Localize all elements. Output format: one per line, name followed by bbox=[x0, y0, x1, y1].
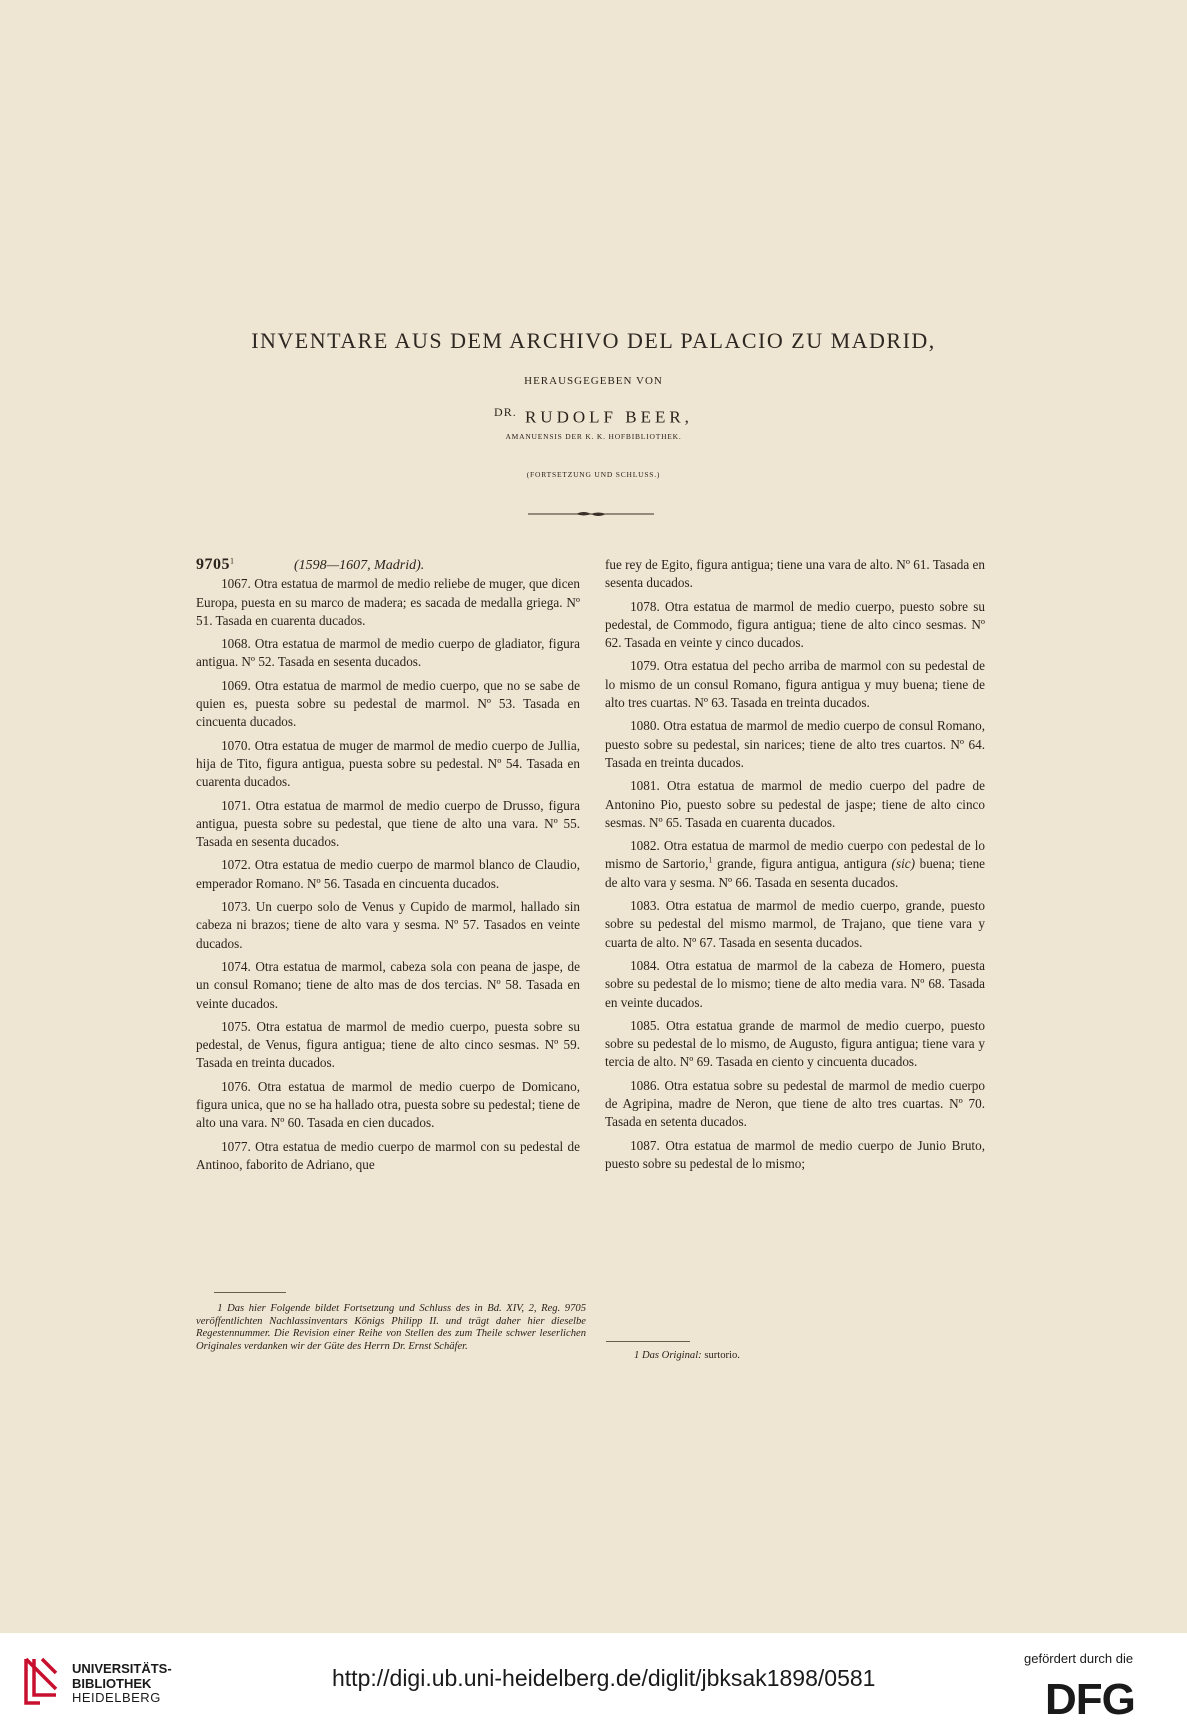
left-column bbox=[196, 556, 580, 1174]
inventory-entry: 1079. Otra estatua del pecho arriba de marmol con su pedestal de lo mismo de un consul Romano, figura antigua y muy buena; tiene de alto tres cuartas. Nº 63. Tasada en treinta ducados. bbox=[605, 658, 985, 711]
inventory-entry: 1067. Otra estatua de marmol de medio reliebe de muger, que dicen Europa, puesta en su marco de madera; es sacada de medalla griega. Nº 51. Tasada en cuarenta ducados. bbox=[196, 576, 580, 628]
right-column bbox=[605, 556, 985, 1173]
footnote-marker: 1 bbox=[708, 856, 713, 866]
permalink[interactable]: http://digi.ub.uni-heidelberg.de/diglit/jbksak1898/0581 bbox=[332, 1665, 876, 1691]
inventory-entry: 1072. Otra estatua de medio cuerpo de marmol blanco de Claudio, emperador Romano. Nº 56. Tasada en cincuenta ducados. bbox=[196, 857, 580, 891]
inventory-entry: 1081. Otra estatua de marmol de medio cuerpo del padre de Antonino Pio, puesto sobre su pedestal de jaspe; tiene de alto cinco sesmas. Nº 65. Tasada en cuarenta ducados. bbox=[605, 778, 985, 830]
library-logo-icon[interactable] bbox=[20, 1655, 62, 1707]
footnote-rule bbox=[214, 1292, 286, 1293]
footnote-rule bbox=[606, 1341, 690, 1342]
editor-intro: HERAUSGEGEBEN VON bbox=[524, 375, 663, 387]
inventory-entry: 1074. Otra estatua de marmol, cabeza sola con peana de jaspe, de un consul Romano; tiene de alto mas de dos tercias. Nº 58. Tasada en veinte ducados. bbox=[196, 958, 580, 1011]
library-name bbox=[72, 1662, 172, 1706]
footnote-value: surtorio. bbox=[704, 1350, 740, 1361]
inventory-entry: 1080. Otra estatua de marmol de medio cuerpo de consul Romano, puesto sobre su pedestal, sin narices; tiene de alto tres cuartos. Nº 64. Tasada en treinta ducados. bbox=[605, 718, 985, 770]
sic-note: (sic) bbox=[891, 856, 915, 872]
entry-text: buena; tiene de alto vara y sesma. Nº 66. Tasada en sesenta ducados. bbox=[605, 856, 986, 890]
funded-by-label: gefördert durch die bbox=[1024, 1651, 1134, 1666]
document-number: 9705 bbox=[196, 556, 230, 573]
entry-text: grande, figura antigua, antigura bbox=[712, 856, 892, 872]
inventory-entry: 1085. Otra estatua grande de marmol de medio cuerpo, puesto sobre su pedestal de lo mismo, de Augusto, figura antigua; tiene vara y tercia de alto. Nº 69. Tasada en ciento y cincuenta ducados. bbox=[605, 1017, 985, 1070]
inventory-entry: 1086. Otra estatua sobre su pedestal de marmol de medio cuerpo de Agripina, madre de Neron, que tiene de alto tres cuartas. Nº 70. Tasada en setenta ducados. bbox=[605, 1077, 985, 1130]
editor-prefix: DR. bbox=[494, 405, 517, 419]
inventory-entry: 1078. Otra estatua de marmol de medio cuerpo, puesto sobre su pedestal, de Commodo, figura antigua; tiene de alto cinco sesmas. Nº 62. Tasada en veinte y cinco ducados. bbox=[605, 598, 985, 651]
inventory-entry: 1068. Otra estatua de marmol de medio cuerpo de gladiator, figura antigua. Nº 52. Tasada en sesenta ducados. bbox=[196, 636, 580, 670]
inventory-entry: 1070. Otra estatua de muger de marmol de medio cuerpo de Jullia, hija de Tito, figura antigua, puesta sobre su pedestal. Nº 54. Tasada en cuarenta ducados. bbox=[196, 737, 580, 790]
document-footnote-marker: 1 bbox=[230, 556, 234, 566]
inventory-entry: 1069. Otra estatua de marmol de medio cuerpo, que no se sabe de quien es, puesta sobre su pedestal de marmol. Nº 53. Tasada en cincuenta ducados. bbox=[196, 677, 580, 730]
library-name-line: HEIDELBERG bbox=[72, 1690, 161, 1705]
library-name-line: BIBLIOTHEK bbox=[72, 1675, 152, 1691]
inventory-entry: 1084. Otra estatua de marmol de la cabeza de Homero, puesta sobre su pedestal de lo mismo; tiene de alto media vara. Nº 68. Tasada en veinte ducados. bbox=[605, 957, 985, 1010]
footnote-right bbox=[634, 1350, 934, 1363]
inventory-entry: 1076. Otra estatua de marmol de medio cuerpo de Domicano, figura unica, que no se ha hallado otra, puesta sobre su pedestal; tiene de alto una vara. Nº 60. Tasada en cien ducados. bbox=[196, 1078, 580, 1131]
editor-name: RUDOLF BEER, bbox=[524, 407, 693, 427]
footnote-left: 1 Das hier Folgende bildet Fortsetzung und Schluss des in Bd. XIV, 2, Reg. 9705 veröffentlichten Nachlassinventars Königs Philipp II. und trägt daher hier dieselbe Regestennummer. Die Revision einer Reihe von Stellen des zum Theile schwer leserlichen Originales verdanken wir der Güte des Herrn Dr. Ernst Schäfer. bbox=[196, 1303, 586, 1352]
inventory-entry-1082 bbox=[605, 837, 985, 892]
continuation-note: (FORTSETZUNG UND SCHLUSS.) bbox=[526, 470, 661, 479]
dfg-logo[interactable]: DFG bbox=[1045, 1675, 1135, 1724]
inventory-entry: 1075. Otra estatua de marmol de medio cuerpo, puesta sobre su pedestal, de Venus, figura antigua; tiene de alto cinco sesmas. Nº 59. Tasada en treinta ducados. bbox=[196, 1018, 580, 1071]
editor-line bbox=[0, 405, 1187, 428]
editor-role: AMANUENSIS DER K. K. HOFBIBLIOTHEK. bbox=[505, 432, 682, 441]
inventory-entry: 1087. Otra estatua de marmol de medio cuerpo de Junio Bruto, puesto sobre su pedestal de lo mismo; bbox=[605, 1137, 985, 1171]
continued-entry: fue rey de Egito, figura antigua; tiene una vara de alto. Nº 61. Tasada en sesenta ducados. bbox=[605, 557, 985, 591]
ornament-divider-icon bbox=[528, 509, 654, 519]
inventory-entry: 1083. Otra estatua de marmol de medio cuerpo, grande, puesto sobre su pedestal del mismo marmol, de Trajano, que tiene vara y cuarta de alto. Nº 67. Tasada en sesenta ducados. bbox=[605, 898, 985, 950]
document-date: (1598—1607, Madrid). bbox=[294, 558, 425, 573]
digitization-footer bbox=[0, 1633, 1187, 1727]
entry-text: 1082. Otra estatua de marmol de medio cuerpo con pedestal de lo mismo de Sartorio, bbox=[605, 838, 985, 872]
library-name-line: UNIVERSITÄTS- bbox=[72, 1661, 172, 1676]
inventory-entry: 1073. Un cuerpo solo de Venus y Cupido de marmol, hallado sin cabeza ni brazos; tiene de alto vara y sesma. Nº 57. Tasados en veinte ducados. bbox=[196, 899, 580, 951]
inventory-entry: 1077. Otra estatua de medio cuerpo de marmol con su pedestal de Antinoo, faborito de Adriano, que bbox=[196, 1138, 580, 1172]
document-heading bbox=[196, 556, 580, 575]
inventory-entry: 1071. Otra estatua de marmol de medio cuerpo de Drusso, figura antigua, puesta sobre su pedestal, que tiene de alto una vara. Nº 55. Tasada en sesenta ducados. bbox=[196, 797, 580, 850]
article-title: INVENTARE AUS DEM ARCHIVO DEL PALACIO ZU MADRID, bbox=[251, 328, 936, 353]
footnote-label: 1 Das Original: bbox=[634, 1350, 702, 1361]
